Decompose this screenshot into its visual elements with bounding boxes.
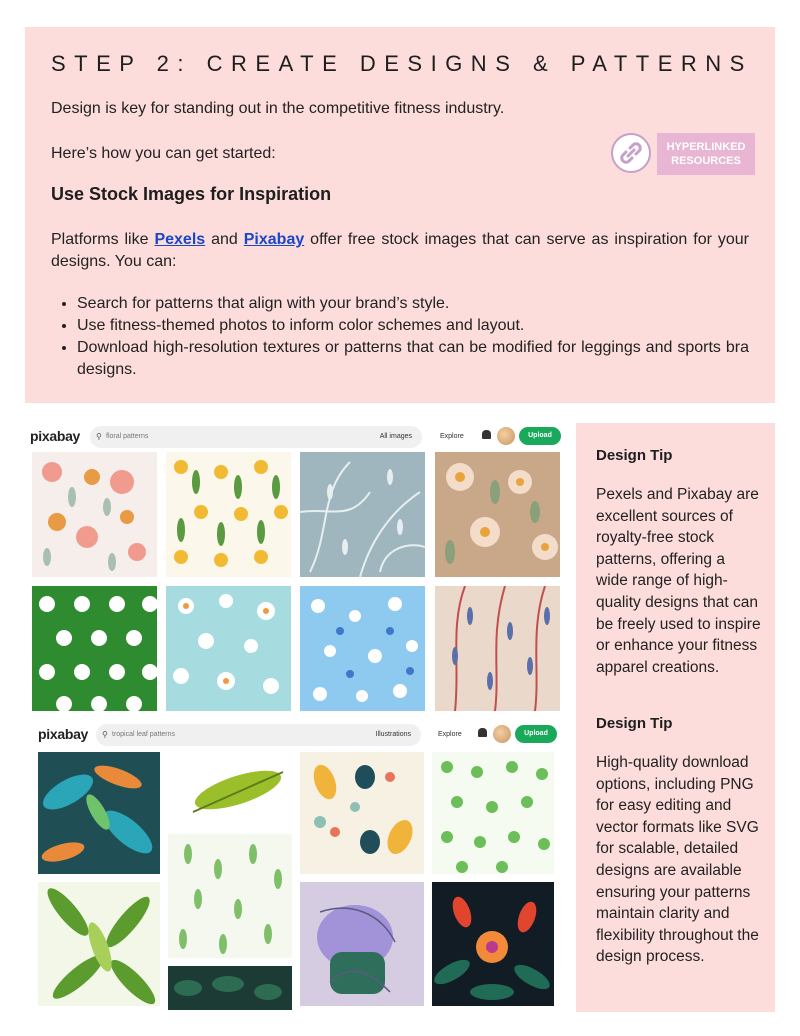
pixabay-logo[interactable]: pixabay <box>30 428 81 444</box>
image-tile[interactable] <box>166 586 291 711</box>
bullet-item: • Download high-resolution textures or patterns that can be modified for leggings and sports bra designs. <box>77 337 749 381</box>
upload-button[interactable]: Upload <box>519 427 561 445</box>
avatar[interactable] <box>497 427 515 445</box>
badge-line-1: HYPERLINKED <box>666 141 746 153</box>
para-before: Platforms like <box>51 231 155 248</box>
bullet-item: • Use fitness-themed photos to inform color schemes and layout. <box>77 315 749 337</box>
tip-2-title: Design Tip <box>596 715 673 732</box>
pixabay-logo[interactable]: pixabay <box>38 726 89 742</box>
intro-panel <box>25 27 775 403</box>
para-and: and <box>205 231 244 248</box>
image-tile[interactable] <box>168 834 292 958</box>
category-select[interactable]: All images <box>379 433 412 440</box>
image-tile[interactable] <box>32 452 157 577</box>
search-input[interactable] <box>90 426 422 448</box>
image-tile[interactable] <box>168 752 292 826</box>
search-icon: ⚲ <box>102 730 108 739</box>
intro-line-1: Design is key for standing out in the competitive fitness industry. <box>51 100 505 117</box>
search-input[interactable] <box>96 724 421 746</box>
image-tile[interactable] <box>166 452 291 577</box>
intro-line-2: Here’s how you can get started: <box>51 145 276 162</box>
image-tile[interactable] <box>300 882 424 1006</box>
bullet-item: • Search for patterns that align with your brand’s style. <box>77 293 749 315</box>
pexels-link[interactable]: Pexels <box>154 231 206 248</box>
upload-button[interactable]: Upload <box>515 725 557 743</box>
image-tile[interactable] <box>300 752 424 874</box>
tip-1-title: Design Tip <box>596 447 673 464</box>
hyperlinked-resources-badge[interactable] <box>657 133 755 175</box>
pixabay-tropical-screenshot <box>30 722 566 1012</box>
para-after: offer free stock images that can serve as inspiration for your designs. You can: <box>51 231 749 270</box>
image-tile[interactable] <box>38 882 160 1006</box>
tip-2-body: High-quality download options, including PNG for easy editing and vector formats like SVG for scalable, detailed designs are available ensuring your patterns maintain clarity and flexibility throughout the design process. <box>596 754 759 966</box>
explore-menu[interactable]: Explore <box>438 731 462 738</box>
search-icon: ⚲ <box>96 432 102 441</box>
image-tile[interactable] <box>38 752 160 874</box>
tip-1-body: Pexels and Pixabay are excellent sources of royalty-free stock patterns, offering a wide range of high-quality designs that can be freely used to inspire or enhance your fitness apparel creations. <box>596 486 761 676</box>
design-tips-sidebar <box>576 423 775 1012</box>
pixabay-topbar <box>30 722 566 748</box>
image-tile[interactable] <box>300 586 425 711</box>
image-tile[interactable] <box>435 452 560 577</box>
section-heading: Use Stock Images for Inspiration <box>51 184 332 204</box>
pixabay-link[interactable]: Pixabay <box>243 231 305 248</box>
image-tile[interactable] <box>435 586 560 711</box>
pixabay-floral-screenshot <box>30 424 566 714</box>
category-select[interactable]: Illustrations <box>375 731 411 738</box>
image-tile[interactable] <box>432 752 554 874</box>
image-tile[interactable] <box>32 586 157 711</box>
link-icon[interactable] <box>611 133 651 173</box>
section-paragraph <box>51 229 749 273</box>
image-tile[interactable] <box>432 882 554 1006</box>
search-query: tropical leaf patterns <box>112 731 176 738</box>
explore-menu[interactable]: Explore <box>440 433 464 440</box>
step-title: STEP 2: CREATE DESIGNS & PATTERNS <box>51 51 753 76</box>
badge-line-2: RESOURCES <box>671 155 741 167</box>
image-tile[interactable] <box>168 966 292 1010</box>
bell-icon[interactable] <box>482 430 491 439</box>
avatar[interactable] <box>493 725 511 743</box>
bell-icon[interactable] <box>478 728 487 737</box>
bullet-list <box>77 293 749 381</box>
search-query: floral patterns <box>106 433 149 440</box>
image-tile[interactable] <box>300 452 425 577</box>
pixabay-topbar <box>30 424 566 450</box>
